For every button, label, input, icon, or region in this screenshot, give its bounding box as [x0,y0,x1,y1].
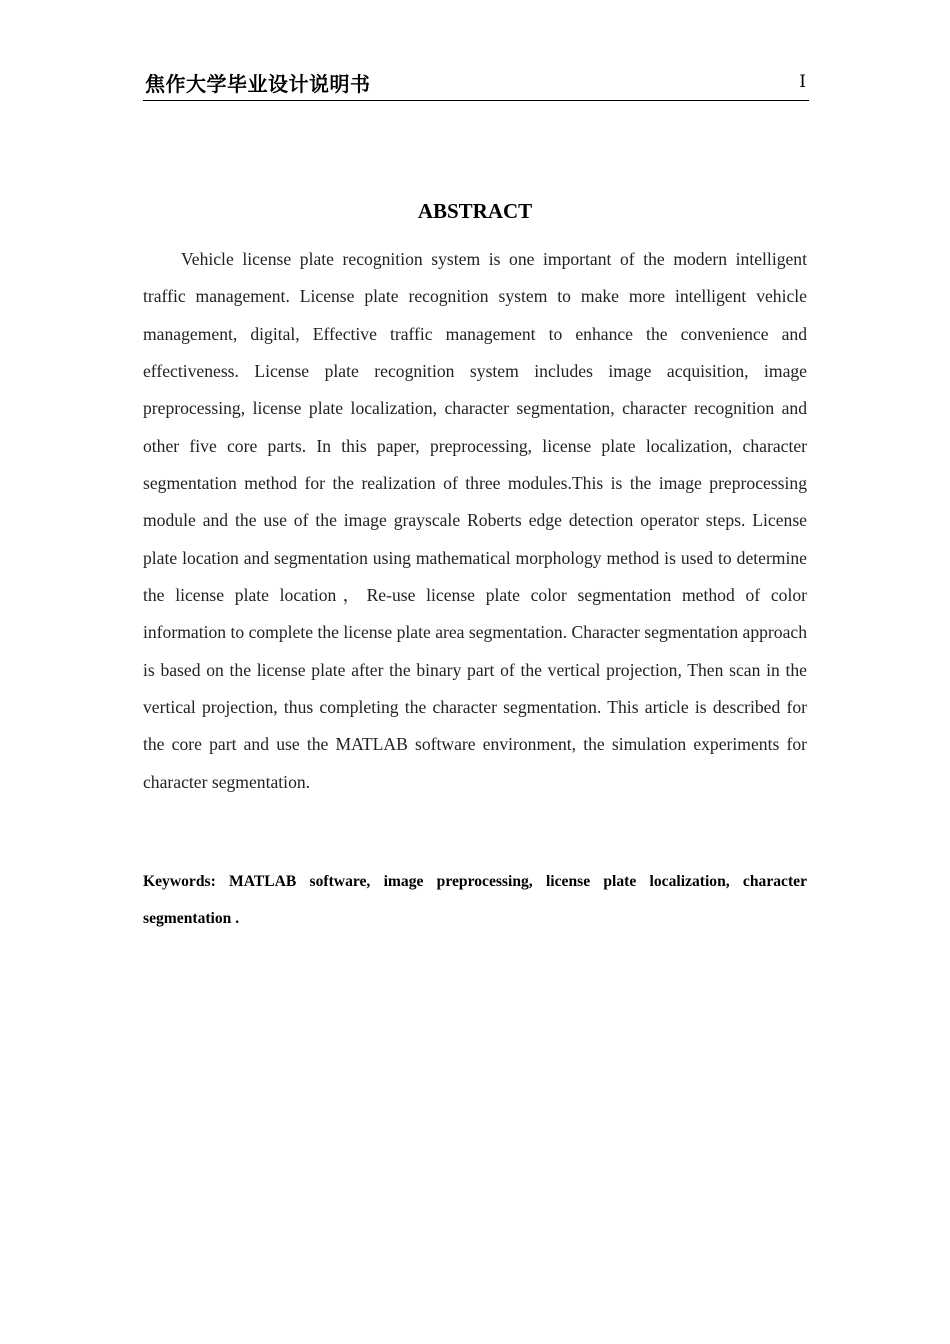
page-number: I [799,72,806,92]
abstract-body: Vehicle license plate recognition system is one important of the modern intelligent traffic management. License plate recognition system to make more intelligent vehicle management, digital, Effective traffic management to enhance the convenience and effectiveness. License plate recognition system includes image acquisition, image preprocessing, license plate localization, character segmentation, character recognition and other five core parts. In this paper, preprocessing, license plate localization, character segmentation method for the realization of three modules.This is the image preprocessing module and the use of the image grayscale Roberts edge detection operator steps. License plate location and segmentation using mathematical morphology method is used to determine the license plate location，Re-use license plate color segmentation method of color information to complete the license plate area segmentation. Character segmentation approach is based on the license plate after the binary part of the vertical projection, Then scan in the vertical projection, thus completing the character segmentation. This article is described for the core part and use the MATLAB software environment, the simulation experiments for character segmentation. [143,249,807,792]
page-header [143,66,809,101]
abstract-heading: ABSTRACT [417,199,533,223]
keywords-paragraph: Keywords: MATLAB software, image preprocessing, license plate localization, character segmentation . [143,873,807,927]
header-title: 焦作大学毕业设计说明书 [145,72,371,96]
